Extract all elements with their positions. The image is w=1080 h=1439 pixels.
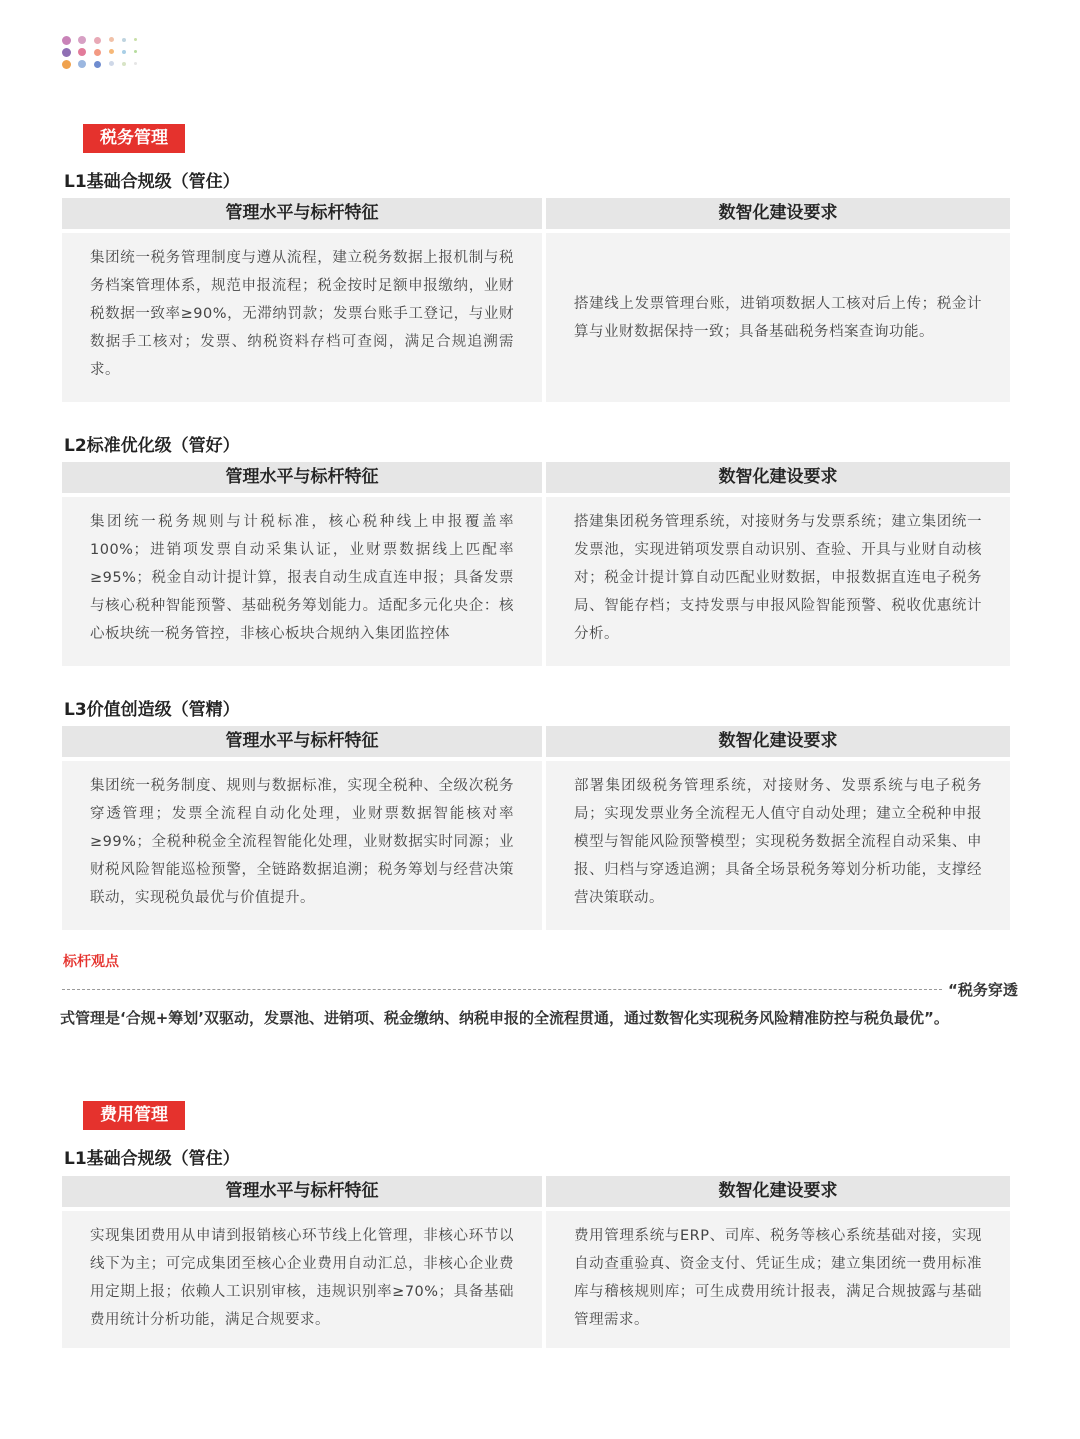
column-header-digital: 数智化建设要求 — [546, 198, 1010, 229]
level-table — [62, 462, 1010, 666]
digital-text — [546, 233, 1010, 402]
level-table — [62, 1176, 1010, 1348]
column-header-management: 管理水平与标杆特征 — [62, 1176, 542, 1207]
management-text: 实现集团费用从申请到报销核心环节线上化管理，非核心环节以线下为主；可完成集团至核心企业费用自动汇总，非核心企业费用定期上报；依赖人工识别审核，违规识别率≥70%；具备基础费用统计分析功能，满足合规要求。 — [62, 1211, 542, 1348]
management-text: 集团统一税务管理制度与遵从流程，建立税务数据上报机制与税务档案管理体系，规范申报流程；税金按时足额申报缴纳，业财税数据一致率≥90%，无滞纳罚款；发票台账手工登记，与业财数据手工核对；发票、纳税资料存档可查阅，满足合规追溯需求。 — [62, 233, 542, 402]
column-header-digital: 数智化建设要求 — [546, 462, 1010, 493]
management-text: 集团统一税务制度、规则与数据标准，实现全税种、全级次税务穿透管理；发票全流程自动化处理，业财票数据智能核对率≥99%；全税种税金全流程智能化处理，业财数据实时同源；业财税风险智能巡检预警，全链路数据追溯；税务筹划与经营决策联动，实现税负最优与价值提升。 — [62, 761, 542, 930]
benchmark-quote-start: “税务穿透 — [948, 981, 1018, 999]
column-header-management: 管理水平与标杆特征 — [62, 726, 542, 757]
level-title: L1基础合规级（管住） — [64, 172, 240, 192]
section-tag-expense: 费用管理 — [83, 1101, 185, 1130]
benchmark-label: 标杆观点 — [63, 954, 119, 970]
column-header-digital: 数智化建设要求 — [546, 726, 1010, 757]
dashed-divider — [62, 989, 942, 990]
column-header-management: 管理水平与标杆特征 — [62, 462, 542, 493]
benchmark-quote-rest: 式管理是‘合规+筹划’双驱动，发票池、进销项、税金缴纳、纳税申报的全流程贯通，通过数智化实现税务风险精准防控与税负最优”。 — [60, 1009, 949, 1027]
digital-text: 搭建集团税务管理系统，对接财务与发票系统；建立集团统一发票池，实现进销项发票自动识别、查验、开具与业财自动核对；税金计提计算自动匹配业财数据，申报数据直连电子税务局、智能存档；支持发票与申报风险智能预警、税收优惠统计分析。 — [546, 497, 1010, 666]
section-tag-tax: 税务管理 — [83, 124, 185, 153]
digital-text: 费用管理系统与ERP、司库、税务等核心系统基础对接，实现自动查重验真、资金支付、凭证生成；建立集团统一费用标准库与稽核规则库；可生成费用统计报表，满足合规披露与基础管理需求。 — [546, 1211, 1010, 1348]
digital-text: 部署集团级税务管理系统，对接财务、发票系统与电子税务局；实现发票业务全流程无人值守自动处理；建立全税种申报模型与智能风险预警模型；实现税务数据全流程自动采集、申报、归档与穿透追溯；具备全场景税务筹划分析功能，支撑经营决策联动。 — [546, 761, 1010, 930]
decorative-dots-logo — [62, 36, 152, 70]
level-title: L2标准优化级（管好） — [64, 436, 240, 456]
column-header-digital: 数智化建设要求 — [546, 1176, 1010, 1207]
management-text: 集团统一税务规则与计税标准，核心税种线上申报覆盖率100%；进销项发票自动采集认证，业财票数据线上匹配率≥95%；税金自动计提计算，报表自动生成直连申报；具备发票与核心税种智能预警、基础税务筹划能力。适配多元化央企：核心板块统一税务管控，非核心板块合规纳入集团监控体 — [62, 497, 542, 666]
column-header-management: 管理水平与标杆特征 — [62, 198, 542, 229]
level-table — [62, 726, 1010, 930]
level-title: L1基础合规级（管住） — [64, 1149, 240, 1169]
level-title: L3价值创造级（管精） — [64, 700, 240, 720]
digital-text-content: 搭建线上发票管理台账，进销项数据人工核对后上传；税金计算与业财数据保持一致；具备基础税务档案查询功能。 — [574, 296, 982, 340]
level-table — [62, 198, 1010, 402]
